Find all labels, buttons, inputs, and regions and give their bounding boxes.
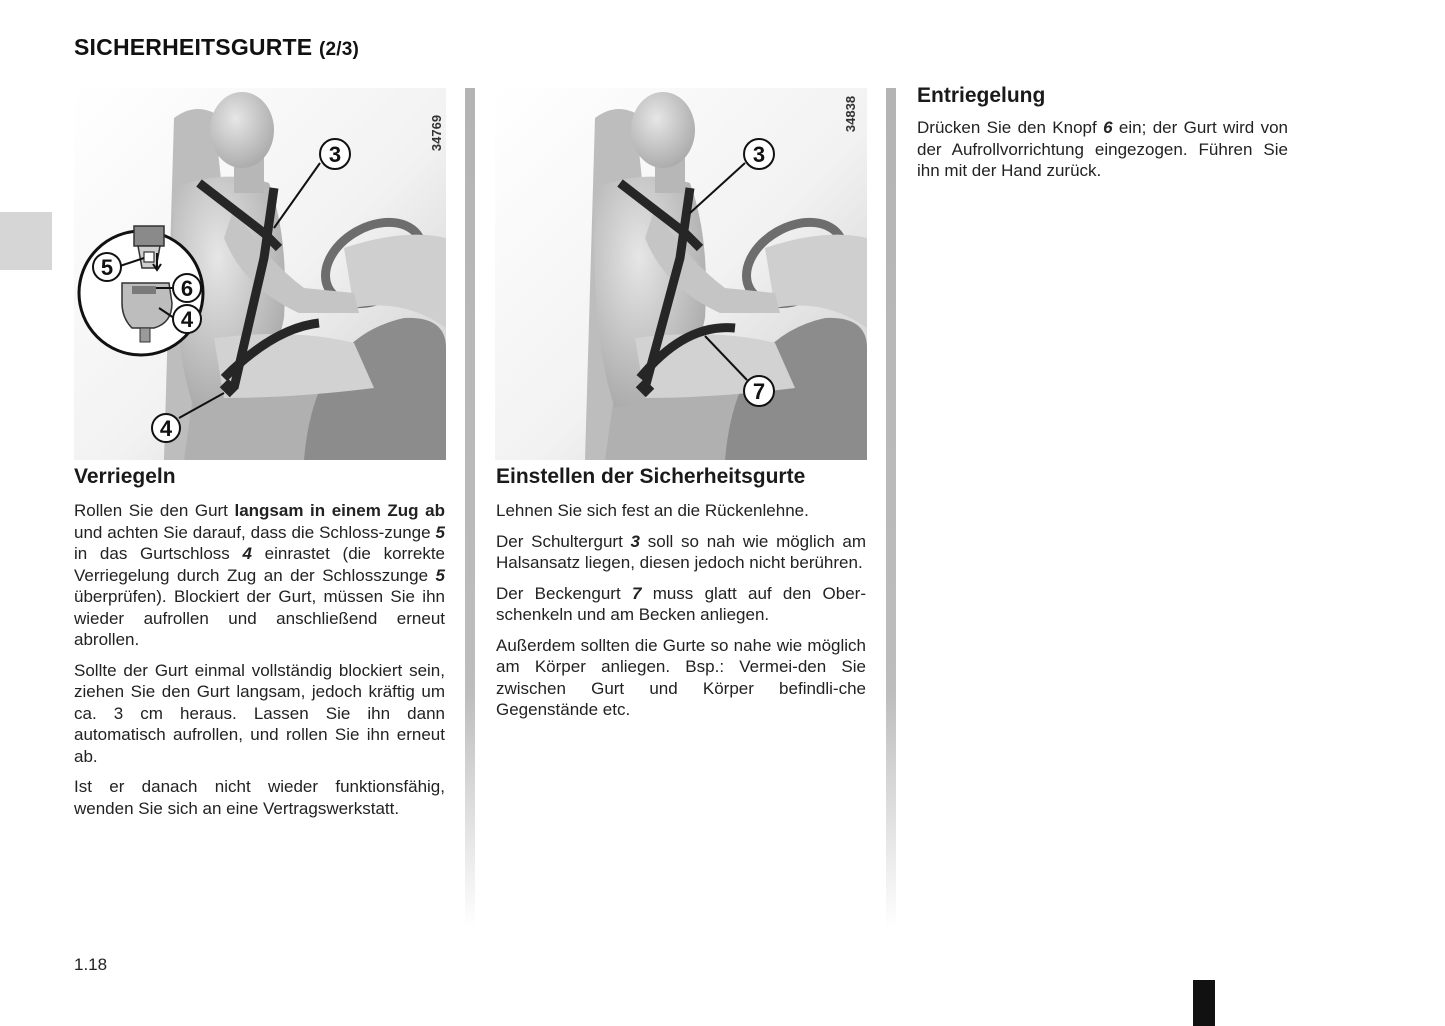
svg-text:4: 4	[159, 416, 173, 441]
section-heading: Einstellen der Sicherheitsgurte	[496, 465, 806, 488]
callout-7	[744, 376, 774, 406]
callout-5	[93, 253, 121, 281]
paragraph: Der Schultergurt 3 soll so nah wie möglich am Halsansatz liegen, diesen jedoch nicht berühren.	[496, 531, 867, 572]
section-verriegeln	[74, 465, 445, 828]
section-heading: Verriegeln	[74, 465, 176, 488]
svg-text:5: 5	[100, 255, 114, 280]
paragraph: Außerdem sollten die Gurte so nahe wie möglich am Körper anliegen. Bsp.: Vermei-den Sie zwischen Gurt und Körper befindli-che Gegenstände etc.	[496, 635, 866, 719]
column-divider-left	[465, 88, 475, 928]
section-heading: Entriegelung	[917, 84, 1046, 107]
paragraph: Der Beckengurt 7 muss glatt auf den Ober-schenkeln und am Becken anliegen.	[496, 583, 866, 624]
column-divider-right	[886, 88, 896, 928]
paragraph: Lehnen Sie sich fest an die Rückenlehne.	[496, 501, 809, 520]
svg-text:4: 4	[180, 307, 194, 332]
page-edge-marker	[1193, 980, 1215, 1026]
page-title: SICHERHEITSGURTE (2/3)	[74, 34, 360, 60]
figure-belt-adjustment	[495, 88, 867, 460]
callout-4-inset	[173, 305, 201, 333]
chapter-tab	[0, 212, 52, 270]
figure-code: 34838	[843, 95, 858, 133]
paragraph: Ist er danach nicht wieder funktionsfähig, wenden Sie sich an eine Vertragswerkstatt.	[74, 777, 445, 818]
paragraph: Sollte der Gurt einmal vollständig blockiert sein, ziehen Sie den Gurt langsam, jedoch kräftig um ca. 3 cm heraus. Lassen Sie ihn dann automatisch aufrollen, und rollen Sie ihn erneut ab.	[74, 660, 445, 766]
svg-text:3: 3	[328, 142, 342, 167]
paragraph: Drücken Sie den Knopf 6 ein; der Gurt wird von der Aufrollvorrichtung eingezogen. Führen Sie ihn mit der Hand zurück.	[917, 118, 1288, 180]
svg-text:6: 6	[180, 276, 194, 301]
section-entriegelung	[917, 84, 1288, 191]
figure-belt-locking	[74, 88, 446, 460]
page-number: 1.18	[74, 955, 108, 974]
callout-4-buckle	[152, 414, 180, 442]
section-einstellen	[496, 465, 866, 730]
callout-3	[320, 139, 350, 169]
svg-text:7: 7	[752, 379, 766, 404]
svg-text:3: 3	[752, 142, 766, 167]
figure-code: 34769	[429, 114, 444, 152]
callout-6	[173, 274, 201, 302]
callout-3	[744, 139, 774, 169]
paragraph: Rollen Sie den Gurt langsam in einem Zug ab und achten Sie darauf, dass die Schloss-zunge 5 in das Gurtschloss 4 einrastet (die korrekte Verriegelung durch Zug an der Schlosszunge 5 überprüfen). Blockiert der Gurt, müssen Sie ihn wieder aufrollen und anschließend erneut abrollen.	[74, 501, 445, 649]
